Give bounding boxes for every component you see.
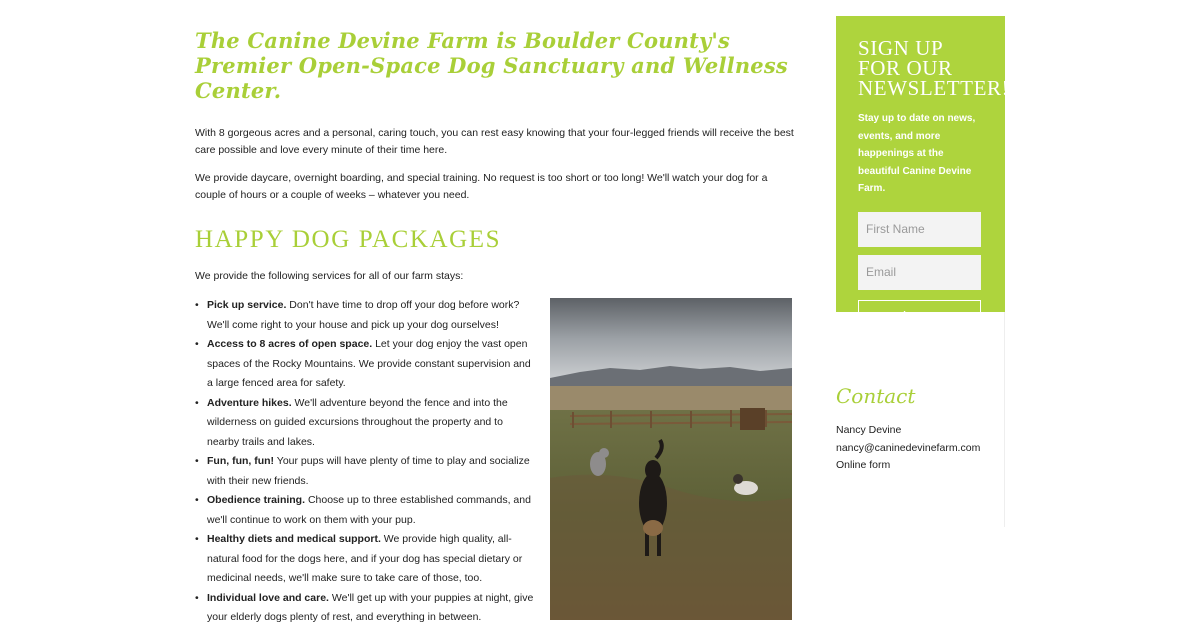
first-name-input[interactable] [858,212,981,247]
newsletter-title: SIGN UP FOR OUR NEWSLETTER! [858,36,1010,100]
services-intro: We provide the following services for all of our farm stays: [195,270,464,282]
contact-section [836,384,1016,475]
service-title: Healthy diets and medical support. [207,533,381,545]
service-title: Adventure hikes. [207,396,292,409]
newsletter-description: Stay up to date on news, events, and more happenings at the beautiful Canine Devine Farm. [858,113,976,194]
service-title: Obedience training. [207,494,306,506]
service-text: Choose up to three established commands, and we'll continue to work on them with your pup. [207,494,531,526]
service-text: We'll get up with your puppies at night, give your elderly dogs plenty of rest, and everything in between. [207,591,534,623]
service-text: We provide high quality, all-natural food for the dogs here, and if your dog has special dietary or medicinal needs, we'll make sure to take care of those, too. [207,533,523,584]
email-input[interactable] [858,255,981,290]
newsletter-widget [836,16,1010,326]
intro-paragraph-1: With 8 gorgeous acres and a personal, caring touch, you can rest easy knowing that your four-legged friends will receive the best care possible and love every minute of their time here. [195,127,794,156]
list-item [195,530,535,589]
service-text: Don't have time to drop off your dog before work? We'll come right to your house and pick up your dog ourselves! [207,299,520,331]
service-title: Fun, fun, fun! [207,455,275,467]
list-item [195,296,535,335]
list-item [195,589,535,628]
service-title: Individual love and care. [207,591,329,604]
intro-paragraph-2: We provide daycare, overnight boarding, and special training. No request is too short or too long! We'll watch your dog for a couple of hours or a couple of weeks – whatever you need. [195,172,768,201]
sidebar [836,16,1010,326]
list-item [195,335,535,394]
services-list [195,296,535,628]
page-tagline: The Canine Devine Farm is Boulder County's Premier Open-Space Dog Sanctuary and Wellness Center. [195,28,788,103]
list-item [195,491,535,530]
contact-title: Contact [836,384,916,408]
dogs-farm-photo [550,298,792,620]
main-content [195,28,795,628]
packages-heading: HAPPY DOG PACKAGES [195,226,502,253]
service-text: We'll adventure beyond the fence and into the wilderness on guided excursions throughout the property and to nearby trails and lakes. [207,396,508,448]
service-text: Let your dog enjoy the vast open spaces of the Rocky Mountains. We provide constant supervision and a large fenced area for safety. [207,338,531,389]
list-item [195,394,535,453]
service-title: Pick up service. [207,299,287,311]
sign-up-button[interactable]: Sign Up [858,300,981,336]
list-item [195,452,535,491]
contact-email-link[interactable]: nancy@caninedevinefarm.com [836,441,981,454]
service-text: Your pups will have plenty of time to play and socialize with their new friends. [207,455,530,487]
online-form-link[interactable]: Online form [836,459,891,471]
contact-name: Nancy Devine [836,424,902,436]
service-title: Access to 8 acres of open space. [207,338,373,350]
services-area [195,296,795,628]
